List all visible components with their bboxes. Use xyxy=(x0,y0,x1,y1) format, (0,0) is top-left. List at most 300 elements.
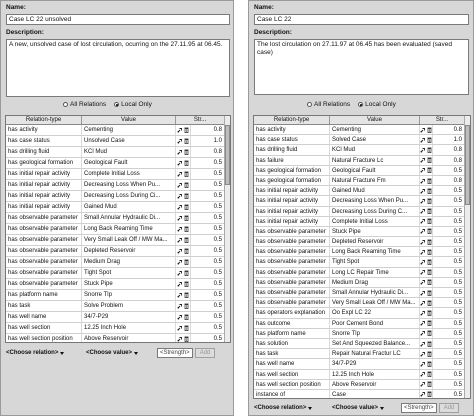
table-row[interactable] xyxy=(254,288,470,298)
trash-icon[interactable] xyxy=(427,228,432,234)
table-row[interactable] xyxy=(6,191,230,202)
table-row[interactable] xyxy=(6,312,230,323)
link-icon[interactable] xyxy=(177,215,183,221)
link-icon[interactable] xyxy=(420,137,426,143)
strength-cell: 0.5 xyxy=(191,268,225,278)
strength-cell: 0.5 xyxy=(191,180,225,190)
relation-type-cell: has platform name xyxy=(6,290,82,300)
relation-type-cell: has well section position xyxy=(6,334,82,343)
value-cell: Repair Natural Fractur LC xyxy=(330,349,420,358)
dropdown-arrow-icon xyxy=(60,352,64,355)
trash-icon[interactable] xyxy=(427,381,432,387)
relation-type-cell: has activity xyxy=(254,125,330,134)
table-row[interactable] xyxy=(254,156,470,166)
table-row[interactable] xyxy=(6,213,230,224)
icons-cell xyxy=(420,288,433,297)
table-row[interactable] xyxy=(6,334,230,343)
table-row[interactable] xyxy=(254,237,470,247)
trash-icon[interactable] xyxy=(184,281,189,287)
value-cell: Stuck Pipe xyxy=(82,279,176,289)
link-icon[interactable] xyxy=(420,259,426,265)
strength-cell: 0.5 xyxy=(191,224,225,234)
link-icon[interactable] xyxy=(177,259,183,265)
link-icon[interactable] xyxy=(420,239,426,245)
value-cell: Medium Drag xyxy=(330,278,420,287)
value-cell: Gained Mud xyxy=(82,202,176,212)
value-cell: Tight Spot xyxy=(330,257,420,266)
trash-icon[interactable] xyxy=(184,270,189,276)
table-row[interactable] xyxy=(6,279,230,290)
strength-cell: 0.5 xyxy=(191,202,225,212)
table-row[interactable] xyxy=(6,202,230,213)
strength-input[interactable]: <Strength> xyxy=(401,403,437,413)
table-row[interactable] xyxy=(6,180,230,191)
relation-filter xyxy=(307,101,402,108)
value-cell: Natural Fracture Lc xyxy=(330,156,420,165)
table-row[interactable] xyxy=(254,247,470,257)
trash-icon[interactable] xyxy=(427,137,432,143)
relation-type-cell: has observable parameter xyxy=(6,279,82,289)
table-row[interactable] xyxy=(254,186,470,196)
strength-cell: 0.5 xyxy=(433,207,465,216)
icons-cell xyxy=(176,246,191,256)
relation-type-header[interactable]: Relation-type xyxy=(254,116,330,124)
icons-cell xyxy=(176,191,191,201)
trash-icon[interactable] xyxy=(184,193,189,199)
strength-cell: 0.5 xyxy=(433,196,465,205)
link-icon[interactable] xyxy=(420,228,426,234)
strength-cell: 0.5 xyxy=(191,301,225,311)
strength-header[interactable]: Str... xyxy=(176,116,225,124)
table-row[interactable] xyxy=(6,235,230,246)
icons-cell xyxy=(420,319,433,328)
trash-icon[interactable] xyxy=(184,138,189,144)
table-row[interactable] xyxy=(6,246,230,257)
trash-icon[interactable] xyxy=(427,249,432,255)
link-icon[interactable] xyxy=(420,167,426,173)
relations-table xyxy=(253,115,471,399)
name-field[interactable]: Case LC 22 xyxy=(254,14,469,25)
value-cell: Snorre Tlp xyxy=(82,290,176,300)
value-header[interactable]: Value xyxy=(330,116,420,124)
icons-cell xyxy=(420,370,433,379)
link-icon[interactable] xyxy=(177,248,183,254)
value-cell: Decreasing Loss When Pu... xyxy=(82,180,176,190)
relation-type-cell: has outcome xyxy=(254,319,330,328)
link-icon[interactable] xyxy=(420,341,426,347)
table-row[interactable] xyxy=(254,135,470,145)
relation-type-cell: has initial repair activity xyxy=(254,186,330,195)
relation-type-cell: has geological formation xyxy=(6,158,82,168)
trash-icon[interactable] xyxy=(427,269,432,275)
icons-cell xyxy=(420,278,433,287)
value-cell: Very Small Leak Off / MW Ma... xyxy=(82,235,176,245)
link-icon[interactable] xyxy=(420,178,426,184)
icons-cell xyxy=(420,186,433,195)
strength-cell: 1.0 xyxy=(433,135,465,144)
link-icon[interactable] xyxy=(177,303,183,309)
strength-cell: 0.5 xyxy=(191,290,225,300)
relation-type-cell: has failure xyxy=(254,156,330,165)
trash-icon[interactable] xyxy=(184,259,189,265)
table-row[interactable] xyxy=(254,329,470,339)
link-icon[interactable] xyxy=(177,292,183,298)
link-icon[interactable] xyxy=(420,391,426,397)
name-label: Name: xyxy=(254,4,274,11)
trash-icon[interactable] xyxy=(184,182,189,188)
value-cell: Cementing xyxy=(82,125,176,135)
all-relations-radio[interactable]: All Relations xyxy=(307,101,350,108)
value-cell: Set And Squeezed Balance... xyxy=(330,339,420,348)
icons-cell xyxy=(176,202,191,212)
value-cell: 34/7-P29 xyxy=(82,312,176,322)
relations-table xyxy=(5,115,231,343)
link-icon[interactable] xyxy=(177,171,183,177)
value-cell: Gained Mud xyxy=(330,186,420,195)
link-icon[interactable] xyxy=(420,147,426,153)
trash-icon[interactable] xyxy=(427,167,432,173)
trash-icon[interactable] xyxy=(184,171,189,177)
icons-cell xyxy=(176,290,191,300)
link-icon[interactable] xyxy=(177,204,183,210)
table-row[interactable] xyxy=(6,290,230,301)
value-cell: 12.25 Inch Hole xyxy=(330,370,420,379)
link-icon[interactable] xyxy=(420,300,426,306)
relation-type-cell: has well section position xyxy=(254,380,330,389)
table-row[interactable] xyxy=(6,301,230,312)
local-only-radio[interactable]: Local Only xyxy=(114,101,152,108)
relation-type-cell: has observable parameter xyxy=(254,237,330,246)
relation-type-cell: has observable parameter xyxy=(254,288,330,297)
link-icon[interactable] xyxy=(177,127,183,133)
table-row[interactable] xyxy=(6,158,230,169)
trash-icon[interactable] xyxy=(184,292,189,298)
strength-cell: 0.8 xyxy=(433,176,465,185)
relation-type-cell: has case status xyxy=(254,135,330,144)
strength-cell: 0.5 xyxy=(433,329,465,338)
trash-icon[interactable] xyxy=(427,391,432,397)
relation-type-cell: has platform name xyxy=(254,329,330,338)
choose-relation-dropdown[interactable]: <Choose relation> xyxy=(253,403,329,413)
table-row[interactable] xyxy=(254,196,470,206)
table-scrollbar[interactable] xyxy=(224,116,230,342)
add-relation-bar xyxy=(253,403,459,413)
relation-type-cell: has observable parameter xyxy=(254,247,330,256)
relation-type-cell: has geological formation xyxy=(254,166,330,175)
trash-icon[interactable] xyxy=(427,127,432,133)
trash-icon[interactable] xyxy=(427,198,432,204)
relation-type-cell: has operators explanation xyxy=(254,308,330,317)
strength-cell: 0.5 xyxy=(433,288,465,297)
trash-icon[interactable] xyxy=(427,300,432,306)
value-header[interactable]: Value xyxy=(82,116,176,124)
strength-cell: 0.5 xyxy=(433,339,465,348)
icons-cell xyxy=(420,217,433,226)
relation-type-cell: has initial repair activity xyxy=(254,196,330,205)
link-icon[interactable] xyxy=(177,182,183,188)
table-row[interactable] xyxy=(6,169,230,180)
table-row[interactable] xyxy=(254,257,470,267)
table-row[interactable] xyxy=(6,257,230,268)
choose-value-dropdown[interactable]: <Choose value> xyxy=(85,348,155,358)
icons-cell xyxy=(420,156,433,165)
value-cell: Above Reservoir xyxy=(82,334,176,343)
value-cell: Stuck Pipe xyxy=(330,227,420,236)
trash-icon[interactable] xyxy=(184,149,189,155)
trash-icon[interactable] xyxy=(427,208,432,214)
link-icon[interactable] xyxy=(177,193,183,199)
strength-cell: 0.5 xyxy=(191,312,225,322)
link-icon[interactable] xyxy=(177,237,183,243)
link-icon[interactable] xyxy=(420,381,426,387)
strength-header[interactable]: Str... xyxy=(420,116,465,124)
table-row[interactable] xyxy=(254,227,470,237)
add-button[interactable]: Add xyxy=(439,403,460,413)
strength-cell: 0.8 xyxy=(191,147,225,157)
link-icon[interactable] xyxy=(420,208,426,214)
link-icon[interactable] xyxy=(420,249,426,255)
value-cell: Long Back Reaming Time xyxy=(330,247,420,256)
strength-cell: 0.5 xyxy=(191,191,225,201)
strength-cell: 0.5 xyxy=(433,319,465,328)
trash-icon[interactable] xyxy=(184,237,189,243)
strength-cell: 0.5 xyxy=(191,334,225,343)
link-icon[interactable] xyxy=(177,160,183,166)
value-cell: Cementing xyxy=(330,125,420,134)
trash-icon[interactable] xyxy=(427,341,432,347)
link-icon[interactable] xyxy=(177,226,183,232)
link-icon[interactable] xyxy=(420,351,426,357)
value-cell: Depleted Reservoir xyxy=(330,237,420,246)
link-icon[interactable] xyxy=(177,270,183,276)
trash-icon[interactable] xyxy=(427,239,432,245)
choose-relation-dropdown[interactable]: <Choose relation> xyxy=(5,348,83,358)
relation-type-cell: has initial repair activity xyxy=(6,169,82,179)
link-icon[interactable] xyxy=(420,127,426,133)
relation-type-cell: has well section xyxy=(254,370,330,379)
relation-type-cell: has drilling fluid xyxy=(6,147,82,157)
scrollbar-thumb[interactable] xyxy=(465,125,470,205)
icons-cell xyxy=(176,147,191,157)
icons-cell xyxy=(176,169,191,179)
link-icon[interactable] xyxy=(420,279,426,285)
strength-cell: 0.5 xyxy=(433,227,465,236)
trash-icon[interactable] xyxy=(427,351,432,357)
table-row[interactable] xyxy=(254,268,470,278)
strength-input[interactable]: <Strength> xyxy=(157,348,193,358)
table-row[interactable] xyxy=(6,125,230,136)
value-cell: Long LC Repair Time xyxy=(330,268,420,277)
relation-type-cell: has well name xyxy=(6,312,82,322)
table-row[interactable] xyxy=(254,319,470,329)
relation-type-cell: has observable parameter xyxy=(254,227,330,236)
icons-cell xyxy=(420,349,433,358)
strength-cell: 0.5 xyxy=(191,169,225,179)
table-row[interactable] xyxy=(254,217,470,227)
icons-cell xyxy=(420,196,433,205)
icons-cell xyxy=(420,339,433,348)
trash-icon[interactable] xyxy=(184,160,189,166)
choose-value-dropdown[interactable]: <Choose value> xyxy=(331,403,399,413)
icons-cell xyxy=(420,257,433,266)
table-row[interactable] xyxy=(254,278,470,288)
icons-cell xyxy=(420,359,433,368)
local-only-radio[interactable]: Local Only xyxy=(358,101,396,108)
table-row[interactable] xyxy=(6,147,230,158)
link-icon[interactable] xyxy=(420,188,426,194)
table-row[interactable] xyxy=(254,359,470,369)
strength-cell: 0.8 xyxy=(433,156,465,165)
table-header xyxy=(6,116,230,125)
relation-filter xyxy=(63,101,158,108)
trash-icon[interactable] xyxy=(427,188,432,194)
value-cell: KCl Mud xyxy=(330,145,420,154)
table-row[interactable] xyxy=(254,308,470,318)
value-cell: Small Annular Hydraulic Di... xyxy=(330,288,420,297)
strength-cell: 0.5 xyxy=(433,308,465,317)
strength-cell: 0.5 xyxy=(191,158,225,168)
table-row[interactable] xyxy=(254,207,470,217)
strength-cell: 0.5 xyxy=(433,257,465,266)
value-cell: Geological Fault xyxy=(330,166,420,175)
trash-icon[interactable] xyxy=(184,226,189,232)
icons-cell xyxy=(176,224,191,234)
icons-cell xyxy=(176,323,191,333)
link-icon[interactable] xyxy=(420,320,426,326)
relation-type-cell: has observable parameter xyxy=(254,268,330,277)
strength-cell: 0.5 xyxy=(433,359,465,368)
link-icon[interactable] xyxy=(177,281,183,287)
trash-icon[interactable] xyxy=(184,303,189,309)
strength-cell: 0.5 xyxy=(433,268,465,277)
trash-icon[interactable] xyxy=(184,215,189,221)
icons-cell xyxy=(176,279,191,289)
relation-type-header[interactable]: Relation-type xyxy=(6,116,82,124)
table-row[interactable] xyxy=(6,136,230,147)
trash-icon[interactable] xyxy=(184,204,189,210)
add-button[interactable]: Add xyxy=(195,348,216,358)
trash-icon[interactable] xyxy=(427,279,432,285)
trash-icon[interactable] xyxy=(184,127,189,133)
radio-on-icon xyxy=(114,102,119,107)
description-label: Description: xyxy=(6,29,44,36)
icons-cell xyxy=(176,268,191,278)
link-icon[interactable] xyxy=(420,290,426,296)
value-cell: Very Small Leak Off / MW Ma... xyxy=(330,298,420,307)
trash-icon[interactable] xyxy=(184,314,189,320)
icons-cell xyxy=(420,176,433,185)
link-icon[interactable] xyxy=(177,325,183,331)
link-icon[interactable] xyxy=(177,149,183,155)
radio-off-icon xyxy=(63,102,68,107)
table-row[interactable] xyxy=(6,323,230,334)
trash-icon[interactable] xyxy=(427,320,432,326)
trash-icon[interactable] xyxy=(427,259,432,265)
strength-cell: 0.8 xyxy=(191,125,225,135)
table-header xyxy=(254,116,470,125)
link-icon[interactable] xyxy=(420,330,426,336)
link-icon[interactable] xyxy=(420,361,426,367)
trash-icon[interactable] xyxy=(427,330,432,336)
strength-cell: 0.8 xyxy=(433,145,465,154)
relation-type-cell: has observable parameter xyxy=(254,257,330,266)
link-icon[interactable] xyxy=(420,218,426,224)
relation-type-cell: has observable parameter xyxy=(254,278,330,287)
table-row[interactable] xyxy=(254,166,470,176)
link-icon[interactable] xyxy=(177,336,183,342)
value-cell: Long Back Reaming Time xyxy=(82,224,176,234)
value-cell: KCl Mud xyxy=(82,147,176,157)
table-row[interactable] xyxy=(254,380,470,390)
name-label: Name: xyxy=(6,4,26,11)
table-row[interactable] xyxy=(254,390,470,399)
table-row[interactable] xyxy=(254,339,470,349)
strength-cell: 0.5 xyxy=(433,247,465,256)
icons-cell xyxy=(420,390,433,399)
icons-cell xyxy=(176,158,191,168)
table-row[interactable] xyxy=(254,176,470,186)
table-row[interactable] xyxy=(254,349,470,359)
all-relations-radio[interactable]: All Relations xyxy=(63,101,106,108)
relation-type-cell: has observable parameter xyxy=(6,257,82,267)
table-row[interactable] xyxy=(6,224,230,235)
icons-cell xyxy=(176,235,191,245)
relation-type-cell: has well name xyxy=(254,359,330,368)
icons-cell xyxy=(420,237,433,246)
link-icon[interactable] xyxy=(420,269,426,275)
name-field[interactable]: Case LC 22 unsolved xyxy=(6,14,230,25)
value-cell: Snorre Tlp xyxy=(330,329,420,338)
dropdown-arrow-icon xyxy=(380,407,384,410)
link-icon[interactable] xyxy=(177,138,183,144)
trash-icon[interactable] xyxy=(427,218,432,224)
icons-cell xyxy=(420,329,433,338)
link-icon[interactable] xyxy=(420,157,426,163)
link-icon[interactable] xyxy=(420,371,426,377)
trash-icon[interactable] xyxy=(184,248,189,254)
table-row[interactable] xyxy=(254,298,470,308)
trash-icon[interactable] xyxy=(427,310,432,316)
relation-type-cell: has task xyxy=(254,349,330,358)
trash-icon[interactable] xyxy=(184,325,189,331)
value-cell: Small Annular Hydraulic Di... xyxy=(82,213,176,223)
table-row[interactable] xyxy=(6,268,230,279)
table-row[interactable] xyxy=(254,125,470,135)
icons-cell xyxy=(420,227,433,236)
link-icon[interactable] xyxy=(420,198,426,204)
trash-icon[interactable] xyxy=(427,147,432,153)
table-row[interactable] xyxy=(254,145,470,155)
link-icon[interactable] xyxy=(420,310,426,316)
trash-icon[interactable] xyxy=(427,178,432,184)
value-cell: Tight Spot xyxy=(82,268,176,278)
trash-icon[interactable] xyxy=(427,371,432,377)
table-row[interactable] xyxy=(254,370,470,380)
description-field[interactable]: A new, unsolved case of lost circulation, ocurring on the 27.11.95 at 06.45. xyxy=(6,39,230,97)
strength-cell: 0.5 xyxy=(191,279,225,289)
trash-icon[interactable] xyxy=(184,336,189,342)
scrollbar-thumb[interactable] xyxy=(225,125,230,185)
description-field[interactable]: The lost circulation on 27.11.97 at 06.45 has been evaluated (saved case) xyxy=(254,39,469,95)
value-cell: Case xyxy=(330,390,420,399)
table-scrollbar[interactable] xyxy=(464,116,470,398)
trash-icon[interactable] xyxy=(427,157,432,163)
value-cell: 34/7-P29 xyxy=(330,359,420,368)
link-icon[interactable] xyxy=(177,314,183,320)
trash-icon[interactable] xyxy=(427,361,432,367)
trash-icon[interactable] xyxy=(427,290,432,296)
icons-cell xyxy=(420,308,433,317)
